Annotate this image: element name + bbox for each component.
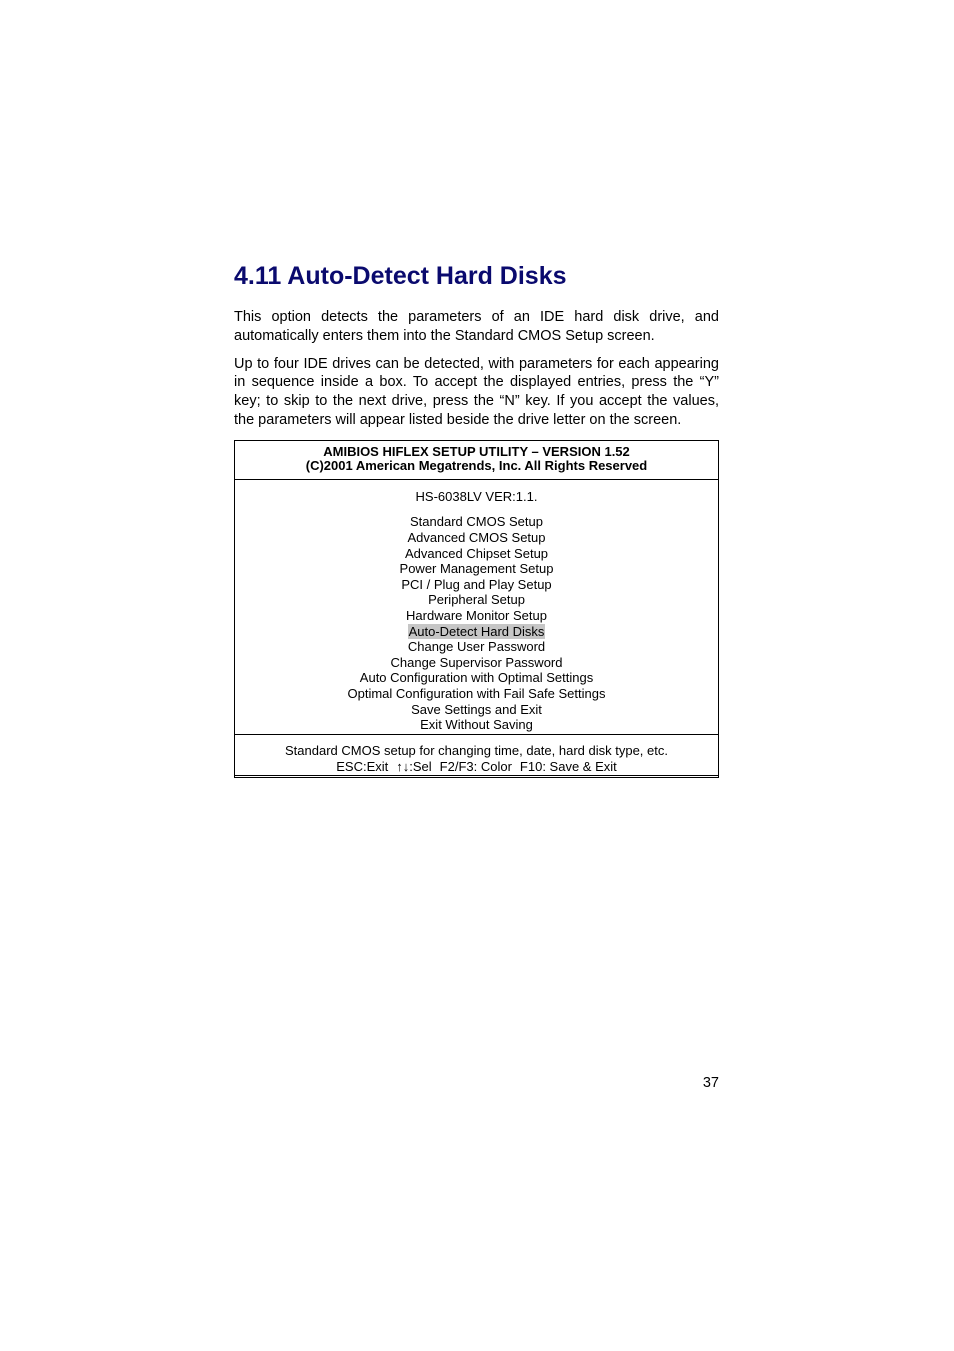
menu-item-change-user-password[interactable]: Change User Password [407, 639, 546, 655]
bios-key-legend [235, 759, 718, 775]
section-title: 4.11 Auto-Detect Hard Disks [234, 262, 567, 290]
menu-item-pci-plug-and-play-setup[interactable]: PCI / Plug and Play Setup [401, 576, 552, 592]
bios-header [235, 441, 718, 480]
key-save-exit: F10: Save & Exit [519, 758, 617, 774]
menu-item-advanced-chipset-setup[interactable]: Advanced Chipset Setup [404, 545, 549, 561]
bios-version: HS-6038LV VER:1.1. [415, 488, 538, 504]
page-content [234, 258, 719, 778]
menu-item-save-settings-and-exit[interactable]: Save Settings and Exit [411, 701, 542, 717]
bios-menu-list [235, 514, 718, 732]
key-color: F2/F3: Color [439, 758, 512, 774]
menu-item-optimal-configuration-fail-safe[interactable]: Optimal Configuration with Fail Safe Settings [347, 685, 606, 701]
bios-box-bottom-rule [235, 776, 718, 777]
menu-item-auto-detect-hard-disks[interactable]: Auto-Detect Hard Disks [408, 623, 545, 639]
menu-item-exit-without-saving[interactable]: Exit Without Saving [420, 717, 533, 733]
menu-item-standard-cmos-setup[interactable]: Standard CMOS Setup [410, 514, 543, 530]
page-number: 37 [702, 1075, 719, 1091]
intro-paragraph: This option detects the parameters of an IDE hard disk drive, and automatically enters them into the Standard CMOS Setup screen. [234, 309, 719, 344]
bios-footer [235, 734, 718, 776]
menu-item-power-management-setup[interactable]: Power Management Setup [399, 561, 554, 577]
menu-item-change-supervisor-password[interactable]: Change Supervisor Password [390, 654, 563, 670]
detail-paragraph: Up to four IDE drives can be detected, with parameters for each appearing in sequence inside a box. To accept the displayed entries, press the “Y” key; to skip to the next drive, press the “N” key. If you accept the values, the parameters will appear listed beside the drive letter on the screen. [234, 355, 719, 428]
key-arrows-select: ↑↓:Sel [396, 758, 432, 774]
menu-item-hardware-monitor-setup[interactable]: Hardware Monitor Setup [406, 607, 547, 623]
bios-title: AMIBIOS HIFLEX SETUP UTILITY – VERSION 1.52 [323, 443, 630, 459]
bios-setup-screen [234, 440, 719, 778]
key-esc-exit: ESC:Exit [336, 758, 389, 774]
bios-copyright: (C)2001 American Megatrends, Inc. All Rights Reserved [305, 458, 648, 474]
bios-help-text: Standard CMOS setup for changing time, date, hard disk type, etc. [285, 742, 668, 758]
menu-item-peripheral-setup[interactable]: Peripheral Setup [428, 592, 525, 608]
bios-menu [235, 480, 718, 734]
menu-item-advanced-cmos-setup[interactable]: Advanced CMOS Setup [407, 529, 546, 545]
menu-item-auto-configuration-optimal[interactable]: Auto Configuration with Optimal Settings [359, 670, 594, 686]
